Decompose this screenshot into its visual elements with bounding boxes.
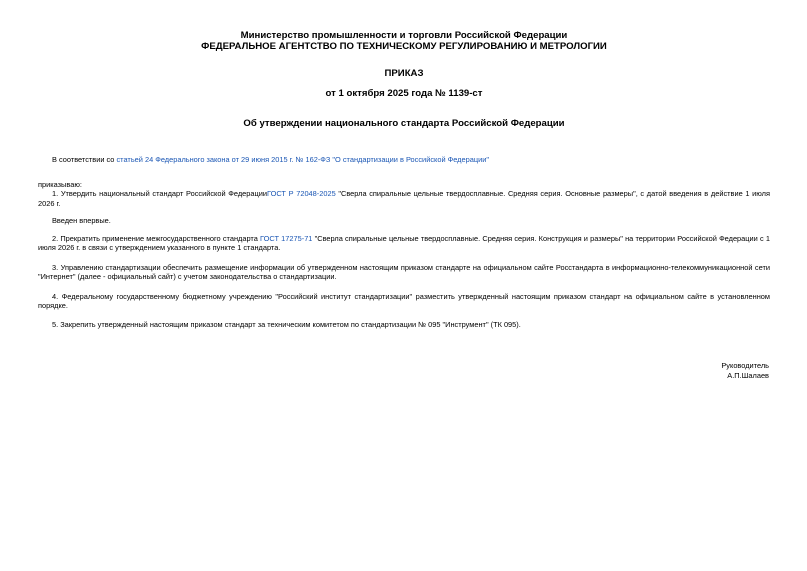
item-3-paragraph: 3. Управлению стандартизации обеспечить размещение информации об утвержденном настоящим приказом стандарте на официальном сайте Росстандарта в информационно-телекоммуникационной сети "Интернет" (далее - официальный сайт) с учетом законодательства о стандартизации. [38,262,770,281]
signature-role: Руководитель [721,361,769,370]
document-body [38,155,770,329]
agency-name: ФЕДЕРАЛЬНОЕ АГЕНТСТВО ПО ТЕХНИЧЕСКОМУ РЕГУЛИРОВАНИЮ И МЕТРОЛОГИИ [201,41,607,52]
federal-law-link[interactable]: статьей 24 Федерального закона от 29 июня 2015 г. № 162-ФЗ "О стандартизации в Российской Федерации" [116,155,489,164]
signature-name: А.П.Шалаев [727,371,769,380]
order-subject: Об утверждении национального стандарта Российской Федерации [243,118,565,129]
item-1-paragraph [38,189,770,208]
document-page [38,30,770,329]
item-1-suffix: "Сверла спиральные цельные твердосплавные. Средняя серия. Основные размеры", с датой введения в действие 1 июля 2026 г. [38,189,770,208]
item-2-paragraph [38,234,770,253]
order-word: приказываю: [38,179,82,189]
gost-17275-link[interactable]: ГОСТ 17275-71 [260,233,313,243]
document-header [38,30,770,52]
item-2-prefix: 2. Прекратить применение межгосударственного стандарта [52,233,261,243]
item-1-prefix: 1. Утвердить национальный стандарт Российской Федерации [52,189,267,198]
gost-r-72048-link[interactable]: ГОСТ Р 72048-2025 [267,189,336,198]
intro-prefix: В соответствии со [52,155,117,164]
ministry-name: Министерство промышленности и торговли Российской Федерации [240,30,568,41]
order-title: ПРИКАЗ [384,68,424,79]
item-4-paragraph: 4. Федеральному государственному бюджетному учреждению "Российский институт стандартизации" разместить утвержденный настоящим приказом стандарт на официальном сайте в установленном порядке. [38,291,770,310]
first-time-note: Введен впервые. [52,216,111,225]
order-date: от 1 октября 2025 года № 1139-ст [325,88,483,99]
signature-block [721,361,769,381]
item-2-suffix: "Сверла спиральные цельные твердосплавные. Средняя серия. Конструкция и размеры" на территории Российской Федерации с 1 июля 2026 г. в связи с утверждением указанного в пункте 1 стандарта. [38,233,770,252]
intro-paragraph [38,155,770,165]
item-5-paragraph: 5. Закрепить утвержденный настоящим приказом стандарт за техническим комитетом по стандартизации № 095 "Инструмент" (ТК 095). [52,319,521,329]
